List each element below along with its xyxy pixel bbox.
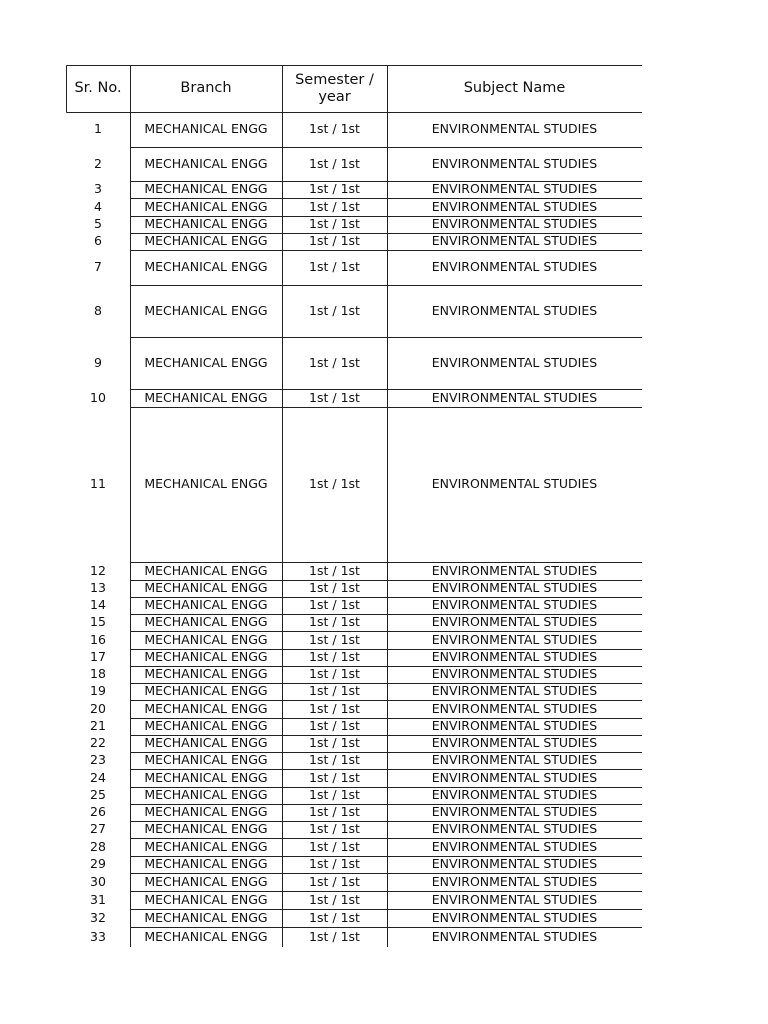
row-sr-no: 31 [90, 891, 106, 907]
row-semester: 1st / 1st [309, 928, 360, 944]
row-subject: ENVIRONMENTAL STUDIES [431, 821, 598, 837]
row-sr-no: 16 [90, 631, 106, 647]
row-sr-no: 20 [90, 700, 106, 716]
row-semester: 1st / 1st [309, 216, 360, 232]
header-subject-name: Subject Name [463, 80, 566, 97]
row-sr-no: 3 [94, 181, 102, 197]
row-semester: 1st / 1st [309, 631, 360, 647]
row-branch: MECHANICAL ENGG [144, 891, 268, 907]
row-semester: 1st / 1st [309, 354, 360, 370]
row-sr-no: 5 [94, 216, 102, 232]
row-semester: 1st / 1st [309, 787, 360, 803]
row-branch: MECHANICAL ENGG [144, 389, 268, 405]
row-sr-no: 10 [90, 389, 106, 405]
row-branch: MECHANICAL ENGG [144, 928, 268, 944]
row-semester: 1st / 1st [309, 683, 360, 699]
row-branch: MECHANICAL ENGG [144, 562, 268, 578]
row-semester: 1st / 1st [309, 198, 360, 214]
row-sr-no: 2 [94, 155, 102, 171]
row-subject: ENVIRONMENTAL STUDIES [431, 259, 598, 275]
row-branch: MECHANICAL ENGG [144, 597, 268, 613]
row-sr-no: 23 [90, 752, 106, 768]
row-branch: MECHANICAL ENGG [144, 198, 268, 214]
row-subject: ENVIRONMENTAL STUDIES [431, 121, 598, 137]
row-semester: 1st / 1st [309, 302, 360, 318]
row-branch: MECHANICAL ENGG [144, 838, 268, 854]
row-subject: ENVIRONMENTAL STUDIES [431, 891, 598, 907]
row-subject: ENVIRONMENTAL STUDIES [431, 580, 598, 596]
row-branch: MECHANICAL ENGG [144, 735, 268, 751]
row-sr-no: 12 [90, 562, 106, 578]
row-branch: MECHANICAL ENGG [144, 769, 268, 785]
row-semester: 1st / 1st [309, 476, 360, 492]
row-sr-no: 1 [94, 121, 102, 137]
row-subject: ENVIRONMENTAL STUDIES [431, 666, 598, 682]
row-semester: 1st / 1st [309, 769, 360, 785]
row-sr-no: 9 [94, 354, 102, 370]
row-semester: 1st / 1st [309, 389, 360, 405]
row-branch: MECHANICAL ENGG [144, 700, 268, 716]
row-sr-no: 27 [90, 821, 106, 837]
row-sr-no: 28 [90, 838, 106, 854]
row-branch: MECHANICAL ENGG [144, 649, 268, 665]
row-semester: 1st / 1st [309, 891, 360, 907]
row-subject: ENVIRONMENTAL STUDIES [431, 683, 598, 699]
row-branch: MECHANICAL ENGG [144, 909, 268, 925]
row-branch: MECHANICAL ENGG [144, 631, 268, 647]
row-branch: MECHANICAL ENGG [144, 821, 268, 837]
row-subject: ENVIRONMENTAL STUDIES [431, 354, 598, 370]
header-sr-no: Sr. No. [74, 80, 122, 97]
row-branch: MECHANICAL ENGG [144, 259, 268, 275]
row-branch: MECHANICAL ENGG [144, 216, 268, 232]
row-subject: ENVIRONMENTAL STUDIES [431, 649, 598, 665]
row-sr-no: 33 [90, 928, 106, 944]
row-sr-no: 22 [90, 735, 106, 751]
row-semester: 1st / 1st [309, 873, 360, 889]
row-subject: ENVIRONMENTAL STUDIES [431, 302, 598, 318]
subject-table [66, 65, 642, 947]
row-subject: ENVIRONMENTAL STUDIES [431, 181, 598, 197]
row-semester: 1st / 1st [309, 597, 360, 613]
row-subject: ENVIRONMENTAL STUDIES [431, 233, 598, 249]
row-subject: ENVIRONMENTAL STUDIES [431, 631, 598, 647]
row-semester: 1st / 1st [309, 614, 360, 630]
row-branch: MECHANICAL ENGG [144, 614, 268, 630]
row-sr-no: 18 [90, 666, 106, 682]
row-subject: ENVIRONMENTAL STUDIES [431, 155, 598, 171]
header-branch: Branch [180, 80, 232, 97]
row-subject: ENVIRONMENTAL STUDIES [431, 216, 598, 232]
row-sr-no: 14 [90, 597, 106, 613]
row-semester: 1st / 1st [309, 259, 360, 275]
row-subject: ENVIRONMENTAL STUDIES [431, 928, 598, 944]
row-branch: MECHANICAL ENGG [144, 804, 268, 820]
row-semester: 1st / 1st [309, 580, 360, 596]
row-subject: ENVIRONMENTAL STUDIES [431, 614, 598, 630]
row-subject: ENVIRONMENTAL STUDIES [431, 562, 598, 578]
row-sr-no: 13 [90, 580, 106, 596]
row-sr-no: 4 [94, 198, 102, 214]
row-sr-no: 25 [90, 787, 106, 803]
row-branch: MECHANICAL ENGG [144, 155, 268, 171]
row-subject: ENVIRONMENTAL STUDIES [431, 909, 598, 925]
row-semester: 1st / 1st [309, 909, 360, 925]
row-sr-no: 7 [94, 259, 102, 275]
row-sr-no: 17 [90, 649, 106, 665]
row-branch: MECHANICAL ENGG [144, 233, 268, 249]
row-branch: MECHANICAL ENGG [144, 354, 268, 370]
row-branch: MECHANICAL ENGG [144, 666, 268, 682]
row-subject: ENVIRONMENTAL STUDIES [431, 873, 598, 889]
row-sr-no: 26 [90, 804, 106, 820]
row-branch: MECHANICAL ENGG [144, 302, 268, 318]
row-semester: 1st / 1st [309, 752, 360, 768]
row-sr-no: 21 [90, 718, 106, 734]
row-subject: ENVIRONMENTAL STUDIES [431, 718, 598, 734]
row-branch: MECHANICAL ENGG [144, 683, 268, 699]
row-semester: 1st / 1st [309, 718, 360, 734]
row-subject: ENVIRONMENTAL STUDIES [431, 735, 598, 751]
row-sr-no: 11 [90, 476, 106, 492]
row-sr-no: 24 [90, 769, 106, 785]
row-semester: 1st / 1st [309, 700, 360, 716]
row-semester: 1st / 1st [309, 804, 360, 820]
row-sr-no: 32 [90, 909, 106, 925]
row-sr-no: 8 [94, 302, 102, 318]
row-subject: ENVIRONMENTAL STUDIES [431, 700, 598, 716]
row-branch: MECHANICAL ENGG [144, 752, 268, 768]
row-branch: MECHANICAL ENGG [144, 856, 268, 872]
row-sr-no: 29 [90, 856, 106, 872]
row-branch: MECHANICAL ENGG [144, 718, 268, 734]
row-branch: MECHANICAL ENGG [144, 580, 268, 596]
row-semester: 1st / 1st [309, 666, 360, 682]
row-semester: 1st / 1st [309, 121, 360, 137]
row-branch: MECHANICAL ENGG [144, 873, 268, 889]
row-branch: MECHANICAL ENGG [144, 181, 268, 197]
row-subject: ENVIRONMENTAL STUDIES [431, 804, 598, 820]
row-sr-no: 6 [94, 233, 102, 249]
row-semester: 1st / 1st [309, 838, 360, 854]
row-sr-no: 30 [90, 873, 106, 889]
row-semester: 1st / 1st [309, 181, 360, 197]
row-subject: ENVIRONMENTAL STUDIES [431, 787, 598, 803]
row-sr-no: 19 [90, 683, 106, 699]
row-subject: ENVIRONMENTAL STUDIES [431, 838, 598, 854]
row-subject: ENVIRONMENTAL STUDIES [431, 198, 598, 214]
row-branch: MECHANICAL ENGG [144, 787, 268, 803]
row-semester: 1st / 1st [309, 821, 360, 837]
row-subject: ENVIRONMENTAL STUDIES [431, 856, 598, 872]
row-semester: 1st / 1st [309, 155, 360, 171]
row-branch: MECHANICAL ENGG [144, 476, 268, 492]
row-semester: 1st / 1st [309, 856, 360, 872]
row-semester: 1st / 1st [309, 735, 360, 751]
row-subject: ENVIRONMENTAL STUDIES [431, 597, 598, 613]
row-sr-no: 15 [90, 614, 106, 630]
row-subject: ENVIRONMENTAL STUDIES [431, 389, 598, 405]
row-subject: ENVIRONMENTAL STUDIES [431, 476, 598, 492]
row-branch: MECHANICAL ENGG [144, 121, 268, 137]
row-semester: 1st / 1st [309, 233, 360, 249]
header-semester-year: Semester / year [295, 71, 374, 105]
row-semester: 1st / 1st [309, 562, 360, 578]
row-subject: ENVIRONMENTAL STUDIES [431, 769, 598, 785]
row-subject: ENVIRONMENTAL STUDIES [431, 752, 598, 768]
row-semester: 1st / 1st [309, 649, 360, 665]
